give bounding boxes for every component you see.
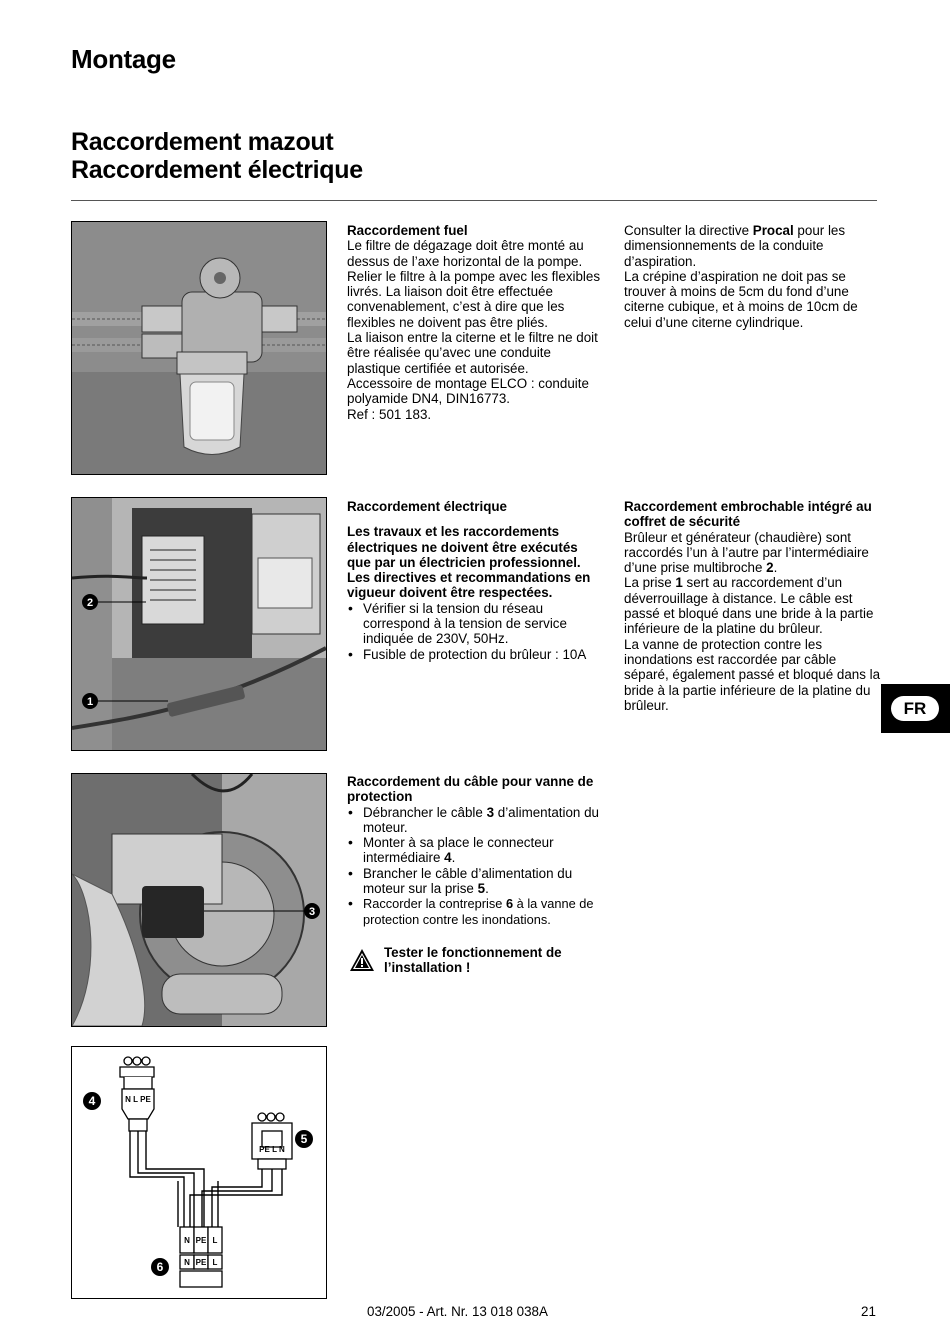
- callout-6: 6: [156, 1260, 164, 1274]
- section-title-electric: Raccordement électrique: [71, 156, 363, 184]
- fuel-filter-photo: [71, 221, 327, 475]
- language-label: FR: [891, 696, 939, 721]
- step-bullet: • Monter à sa place le connecteur intermédiaire 4.: [347, 835, 605, 866]
- fuse-bullet: • Fusible de protection du brûleur : 10A: [347, 647, 605, 662]
- multipin-paragraph: Brûleur et générateur (chaudière) sont raccordés l’un à l’autre par l’intermédiaire d’une prise multibroche 2.: [624, 529, 869, 576]
- wiring-diagram: [71, 1046, 327, 1299]
- language-tab: [881, 684, 950, 733]
- procal-text: [624, 223, 879, 330]
- callout-3: 3: [308, 906, 316, 918]
- procal-paragraph: Consulter la directive Procal pour les dimensionnements de la conduite d’aspiration.: [624, 223, 846, 269]
- remote-reset-paragraph: La prise 1 sert au raccordement d’un déverrouillage à distance. Le câble est passé et bloqué dans une bride à la partie inférieure de la platine du brûleur.: [624, 575, 874, 637]
- callout-4: 4: [88, 1094, 96, 1108]
- section-title-fuel: Raccordement mazout: [71, 128, 334, 156]
- fuel-paragraph: La liaison entre la citerne et le filtre ne doit être réalisée qu’avec une conduite plastique certifiée et autorisée.: [347, 330, 598, 376]
- step-bullet: • Brancher le câble d’alimentation du moteur sur la prise 5.: [347, 866, 605, 897]
- voltage-bullet: • Vérifier si la tension du réseau correspond à la tension de service indiquée de 230V, 50Hz.: [347, 601, 605, 647]
- callout-2: 2: [86, 597, 94, 609]
- fuel-paragraph: Accessoire de montage ELCO : conduite polyamide DN4, DIN16773.: [347, 375, 589, 407]
- fuel-paragraph: Relier le filtre à la pompe avec les flexibles livrés. La liaison doit être effectuée convenablement, c’est à dire que les flexibles ne doivent pas être pliés.: [347, 268, 601, 330]
- callout-1: 1: [86, 696, 94, 708]
- divider: [71, 200, 877, 201]
- fuel-connection-text: [347, 223, 602, 422]
- step-bullet: • Débrancher le câble 3 d’alimentation du moteur.: [347, 805, 605, 836]
- electrical-connection-photo: [71, 497, 327, 751]
- callout-5: 5: [300, 1132, 308, 1146]
- terminal-label: L: [212, 1258, 218, 1267]
- terminal-label: N: [184, 1236, 190, 1245]
- page-title: Montage: [71, 44, 176, 74]
- warning-text: Tester le fonctionnement de l’installation !: [384, 945, 562, 976]
- valve-cable-text: [347, 774, 605, 927]
- fuel-paragraph: Le filtre de dégazage doit être monté au dessus de l’axe horizontal de la pompe.: [347, 238, 584, 269]
- plug-4-label: N L PE: [125, 1095, 151, 1104]
- flood-valve-paragraph: La vanne de protection contre les inondations est raccordée par câble séparé, également passé et bloqué dans la bride à la partie inférieure de la platine du brûleur.: [624, 636, 881, 713]
- page-number: 21: [861, 1304, 876, 1319]
- plug-5-label: PE L N: [259, 1145, 285, 1154]
- terminal-label: N: [184, 1258, 190, 1267]
- terminal-label: PE: [195, 1258, 207, 1267]
- multipin-heading: Raccordement embrochable intégré au coffret de sécurité: [624, 499, 872, 530]
- multipin-text: [624, 499, 881, 713]
- fuel-heading: Raccordement fuel: [347, 223, 468, 238]
- valve-cable-heading: Raccordement du câble pour vanne de protection: [347, 774, 594, 805]
- electrician-warning: Les travaux et les raccordements électriques ne doivent être exécutés que par un électricien professionnel. Les directives et recommandations en vigueur doivent être respectées.: [347, 524, 591, 601]
- document-reference: 03/2005 - Art. Nr. 13 018 038A: [367, 1304, 548, 1319]
- warning-icon: [349, 948, 375, 972]
- fuel-paragraph: Ref : 501 183.: [347, 406, 432, 422]
- strainer-paragraph: La crépine d’aspiration ne doit pas se trouver à moins de 5cm du fond d’une citerne cubique, et à moins de 10cm de celui d’une citerne cylindrique.: [624, 268, 858, 330]
- electrical-connection-text: [347, 499, 605, 662]
- electrical-heading: Raccordement électrique: [347, 499, 508, 514]
- step-bullet: • Raccorder la contreprise 6 à la vanne de protection contre les inondations.: [347, 896, 605, 927]
- motor-cable-photo: [71, 773, 327, 1027]
- terminal-label: PE: [195, 1236, 207, 1245]
- test-warning: [347, 944, 607, 978]
- terminal-label: L: [212, 1236, 218, 1245]
